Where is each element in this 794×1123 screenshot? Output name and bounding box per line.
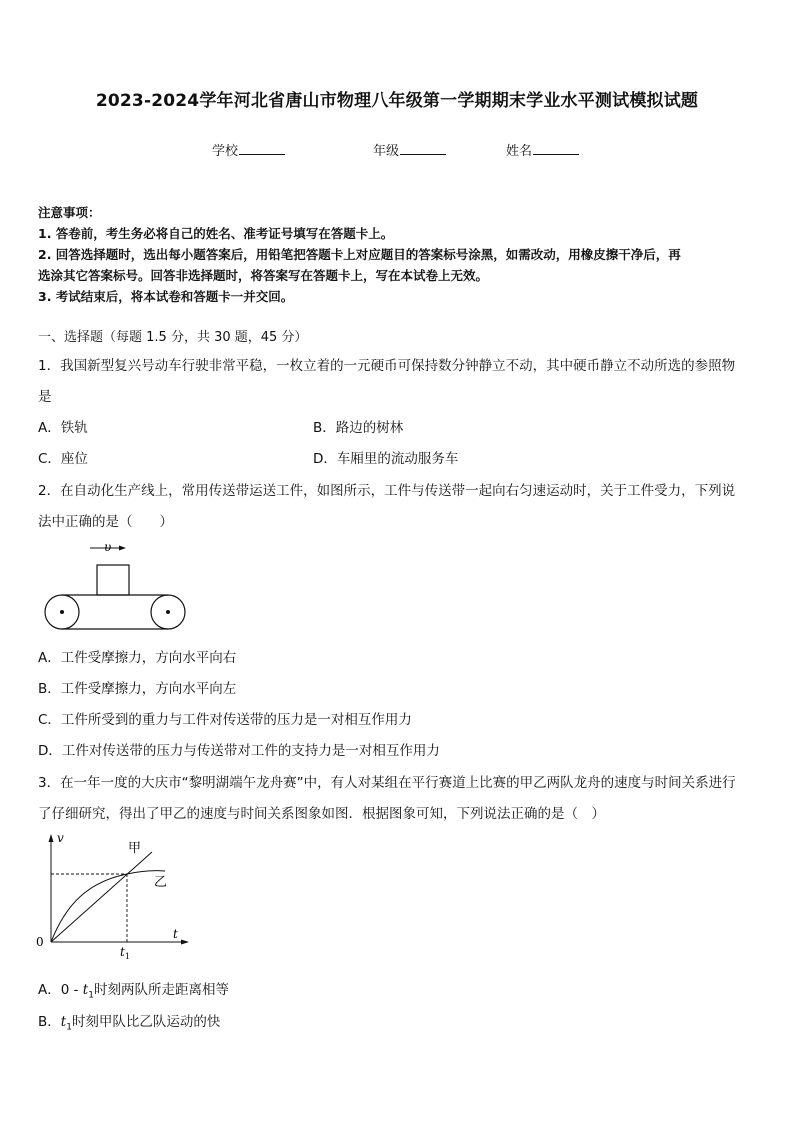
name-blank (533, 142, 579, 155)
q1-stem-line2: 是 (38, 389, 52, 405)
name-field (506, 140, 579, 159)
q2-option-c: C．工件所受到的重力与工件对传送带的压力是一对相互作用力 (38, 712, 412, 728)
q2-option-d: D．工件对传送带的压力与传送带对工件的支持力是一对相互作用力 (38, 743, 440, 759)
school-label: 学校 (212, 144, 239, 159)
q2-option-b: B．工件受摩擦力，方向水平向左 (38, 681, 237, 697)
q3-stem-line2: 了仔细研究，得出了甲乙的速度与时间关系图象如图．根据图象可知，下列说法正确的是（ ） (38, 806, 605, 822)
q2-stem-line1: 2．在自动化生产线上，常用传送带运送工件，如图所示，工件与传送带一起向右匀速运动时，关于工件受力，下列说 (38, 483, 736, 499)
grade-blank (400, 142, 446, 155)
y-axis-arrow (49, 834, 54, 842)
series-jia-label: 甲 (128, 841, 142, 856)
q2-option-a: A．工件受摩擦力，方向水平向右 (38, 650, 237, 666)
conveyor-belt-figure (40, 538, 192, 634)
velocity-arrowhead (119, 546, 126, 551)
q1-option-b: B．路边的树林 (313, 420, 404, 436)
series-jia-line (51, 852, 152, 942)
workpiece-block (97, 565, 129, 595)
section-title: 一、选择题（每题 1.5 分，共 30 题，45 分） (38, 330, 308, 345)
right-pulley-axle (166, 610, 170, 614)
left-pulley-axle (60, 610, 64, 614)
q3-option-a: A．$0 - t_1$时刻两队所走距离相等 (38, 982, 229, 1001)
series-yi-curve (51, 871, 168, 942)
name-label: 姓名 (506, 144, 533, 159)
x-axis-label: t (173, 927, 178, 941)
q1-option-c: C．座位 (38, 451, 88, 467)
q3-stem-line1: 3．在一年一度的大庆市“黎明湖端午龙舟赛”中，有人对某组在平行赛道上比赛的甲乙两队龙舟的速度与时间关系进行 (38, 775, 736, 791)
t1-label: $t_1$ (120, 945, 130, 961)
q3-option-b: B．$t_1$时刻甲队比乙队运动的快 (38, 1014, 221, 1033)
velocity-label: υ (104, 540, 112, 554)
origin-label: 0 (36, 935, 44, 949)
q1-stem-line1: 1．我国新型复兴号动车行驶非常平稳，一枚立着的一元硬币可保持数分钟静立不动，其中硬币静立不动所选的参照物 (38, 358, 736, 374)
note-item: 1. 答卷前，考生务必将自己的姓名、准考证号填写在答题卡上。 (38, 226, 394, 241)
q1-option-d: D．车厢里的流动服务车 (313, 451, 459, 467)
x-axis-arrow (181, 940, 189, 945)
y-axis-label: v (57, 831, 64, 845)
note-item: 2. 回答选择题时，选出每小题答案后，用铅笔把答题卡上对应题目的答案标号涂黑，如需改动，用橡皮擦干净后，再 (38, 247, 681, 262)
grade-label: 年级 (373, 144, 400, 159)
grade-field (373, 140, 446, 159)
series-yi-label: 乙 (154, 875, 168, 890)
notes-heading: 注意事项： (38, 205, 101, 220)
note-item: 3. 考试结束后，将本试卷和答题卡一并交回。 (38, 289, 294, 304)
school-field (212, 140, 285, 159)
q1-option-a: A．铁轨 (38, 420, 88, 436)
q2-stem-line2: 法中正确的是（ ） (38, 514, 173, 530)
page-title: 2023-2024学年河北省唐山市物理八年级第一学期期末学业水平测试模拟试题 (95, 91, 699, 111)
velocity-time-graph (30, 826, 195, 966)
school-blank (239, 142, 285, 155)
note-item: 选涂其它答案标号。回答非选择题时，将答案写在答题卡上，写在本试卷上无效。 (38, 268, 489, 283)
